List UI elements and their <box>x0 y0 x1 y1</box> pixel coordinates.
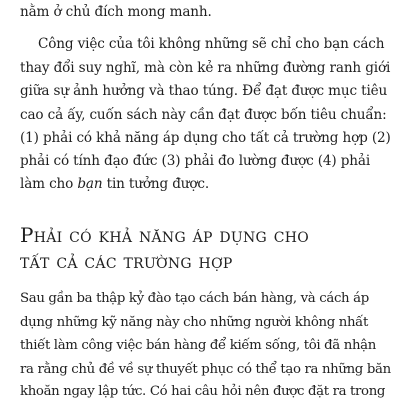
text-segment: tin tưởng được. <box>102 176 210 192</box>
text-line: khoăn ngay lập tức. Có hai câu hỏi nên được đặt ra trong <box>20 384 386 399</box>
text-line <box>20 176 388 193</box>
text-line: dụng những kỹ năng này cho những người không nhất <box>20 315 368 330</box>
text-line: nằm ở chủ đích mong manh. <box>20 4 212 20</box>
text-line: thay đổi suy nghĩ, mà còn kẻ ra những đường ranh giới <box>20 60 391 76</box>
emphasized-word: bạn <box>77 176 103 192</box>
text-line: Sau gần ba thập kỷ đào tạo cách bán hàng, và cách áp <box>20 291 369 306</box>
text-line: (1) phải có khả năng áp dụng cho tất cả trường hợp (2) <box>20 130 391 146</box>
section-heading-line-2: tất cả các trường hợp <box>20 249 233 273</box>
text-line: cao cả ấy, cuốn sách này cần đạt được bốn tiêu chuẩn: <box>20 107 387 123</box>
text-line: Công việc của tôi không những sẽ chỉ cho bạn cách <box>38 36 385 52</box>
section-heading-line-1: Phải có khả năng áp dụng cho <box>20 223 309 247</box>
text-line: phải có tính đạo đức (3) phải đo lường được (4) phải <box>20 153 371 169</box>
text-line: giữa sự ảnh hưởng và thao túng. Để đạt được mục tiêu <box>20 83 388 99</box>
text-line: ra rằng chủ đề về sự thuyết phục có thể tạo ra những băn <box>20 362 391 377</box>
text-line: thiết làm công việc bán hàng để kiếm sống, tôi đã nhận <box>20 338 376 353</box>
text-segment: làm cho <box>20 176 78 192</box>
